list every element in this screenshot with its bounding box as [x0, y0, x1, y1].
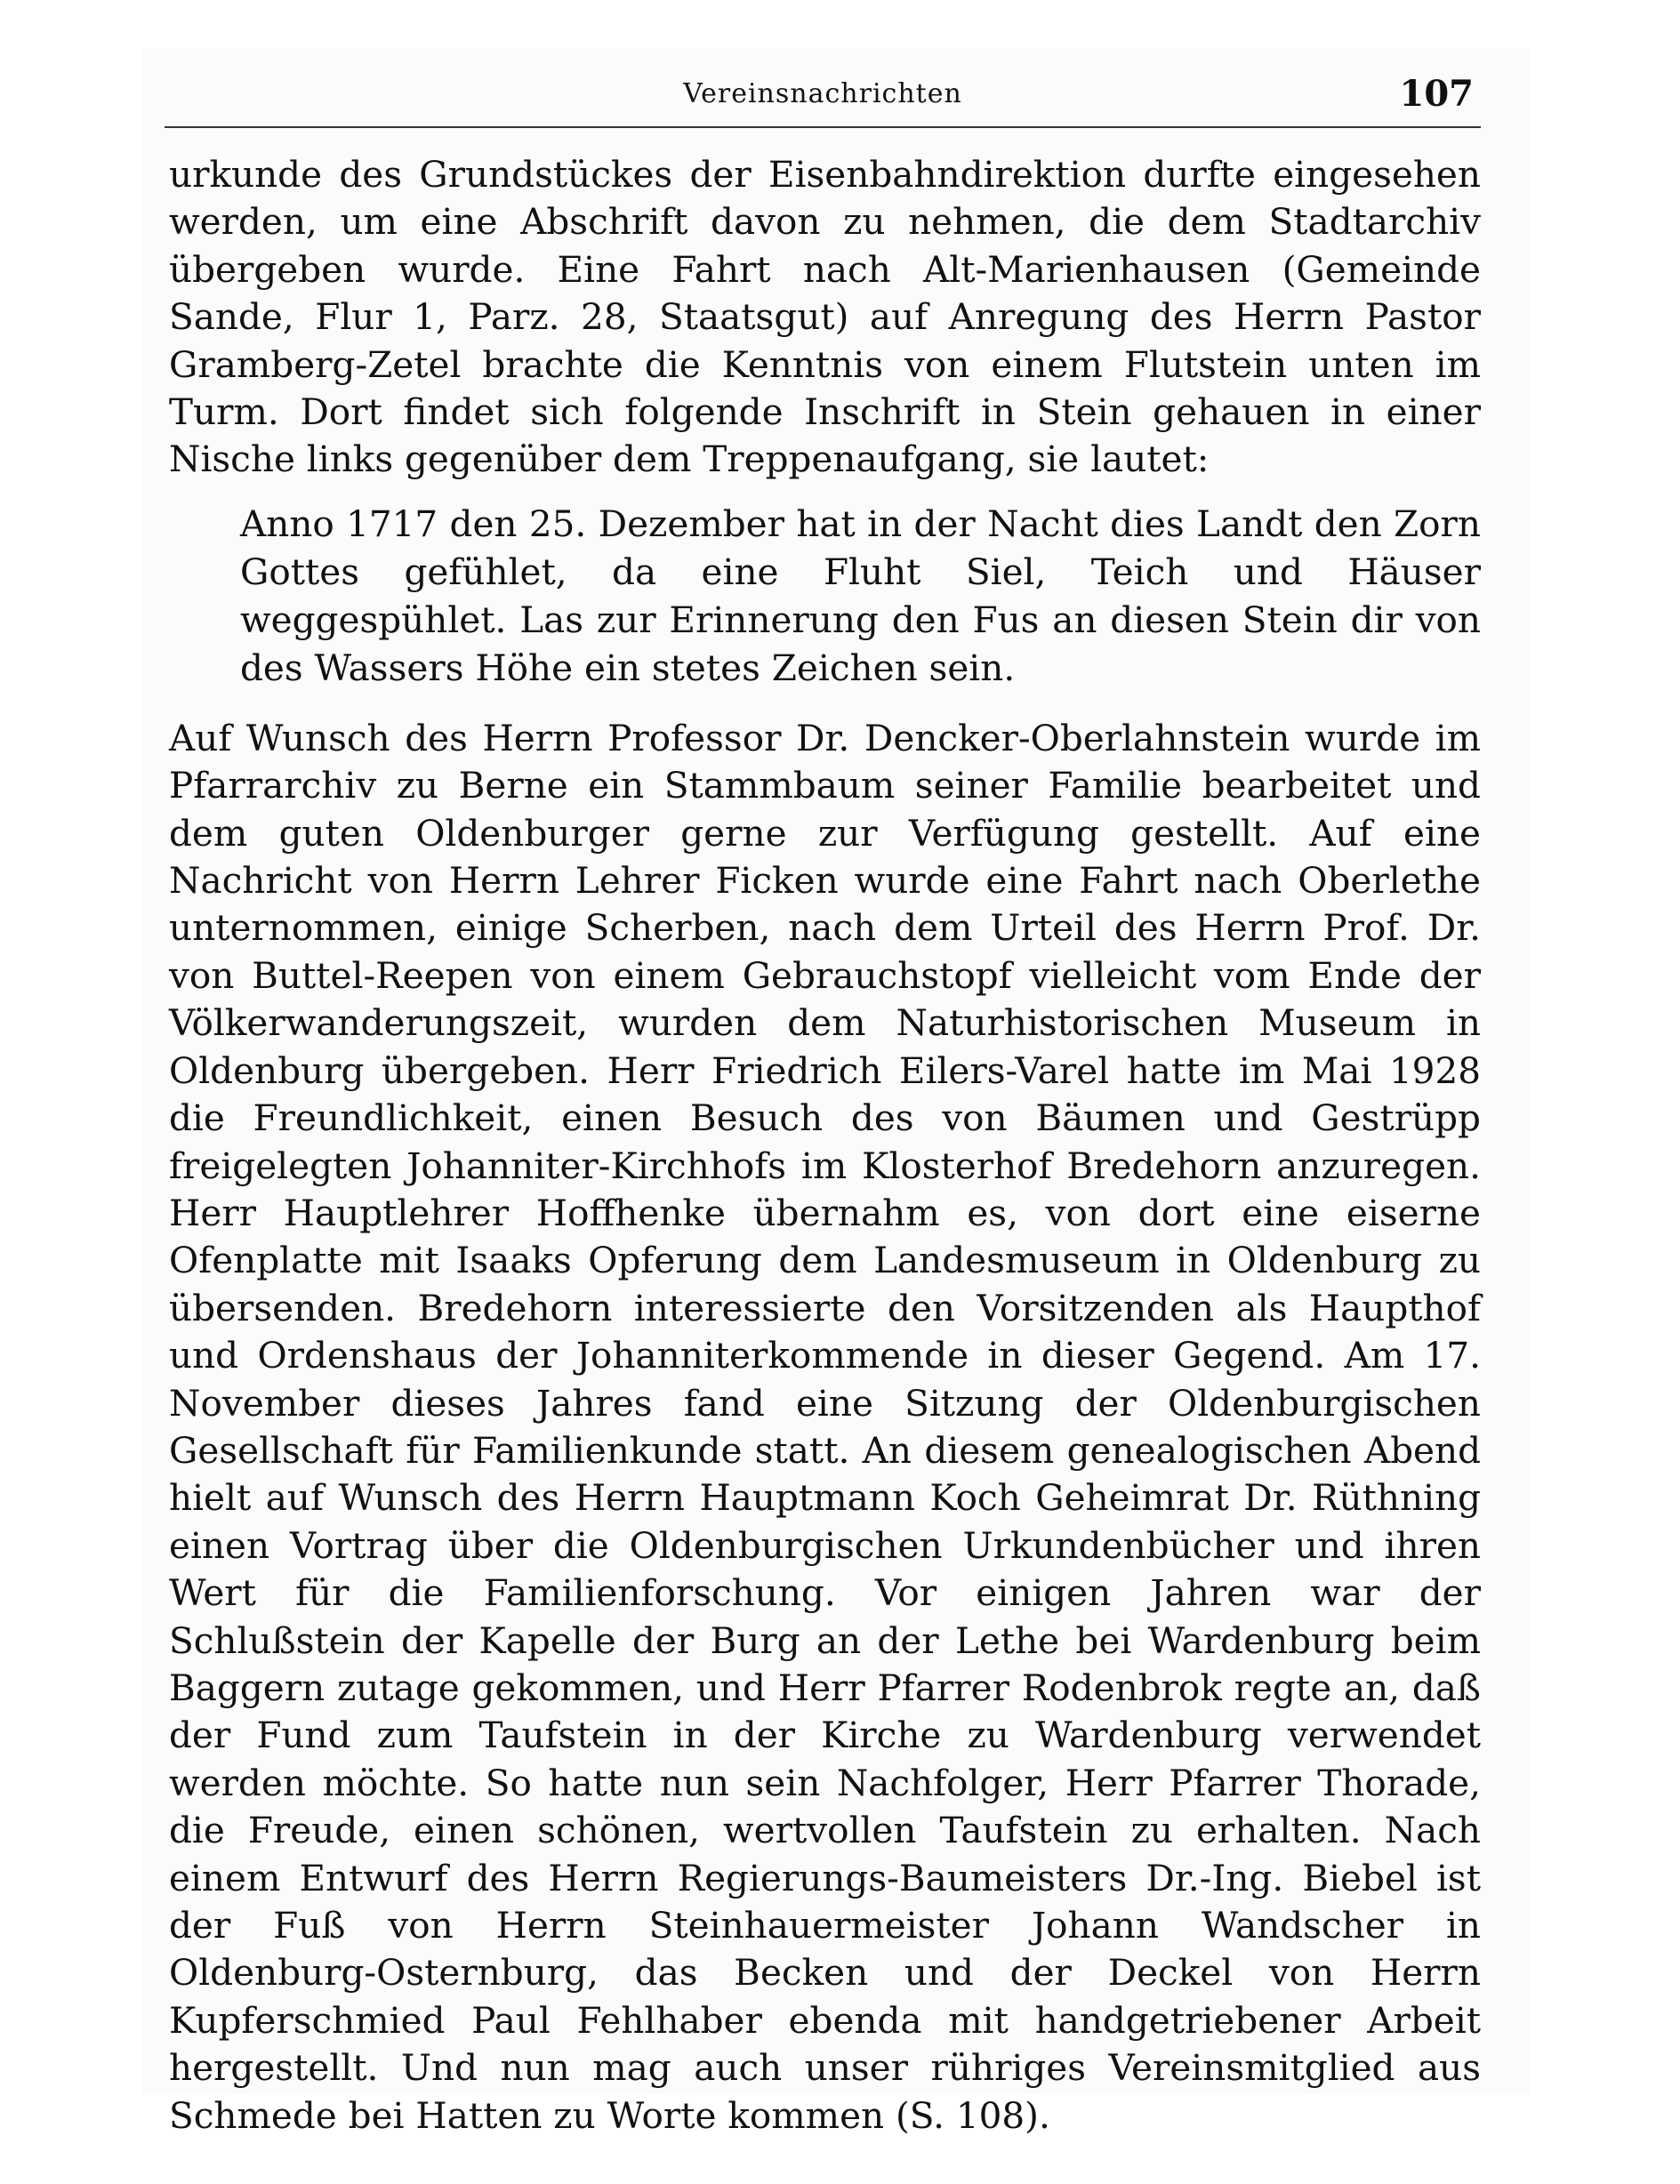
paragraph-vereinsnachrichten: Auf Wunsch des Herrn Professor Dr. Dencker-Oberlahnstein wurde im Pfarrarchiv zu Berne ein Stammbaum seiner Familie bearbeitet und dem guten Oldenburger gerne zur Verfügung gestellt. Auf eine Nachricht von Herrn Lehrer Ficken wurde eine Fahrt nach Oberlethe unternommen, einige Scherben, nach dem Urteil des Herrn Prof. Dr. von Buttel-Reepen von einem Gebrauchstopf vielleicht vom Ende der Völkerwanderungszeit, wurden dem Naturhistorischen Museum in Oldenburg übergeben. Herr Friedrich Eilers-Varel hatte im Mai 1928 die Freundlichkeit, einen Besuch des von Bäumen und Gestrüpp freigelegten Johanniter-Kirchhofs im Klosterhof Bredehorn anzuregen. Herr Hauptlehrer Hoffhenke übernahm es, von dort eine eiserne Ofenplatte mit Isaaks Opferung dem Landesmuseum in Oldenburg zu übersenden. Bredehorn interessierte den Vorsitzenden als Haupthof und Ordenshaus der Johanniterkommende in dieser Gegend. Am 17. November dieses Jahres fand eine Sitzung der Oldenburgischen Gesellschaft für Familienkunde statt. An diesem genealogischen Abend hielt auf Wunsch des Herrn Hauptmann Koch Geheimrat Dr. Rüthning einen Vortrag über die Oldenburgischen Urkundenbücher und ihren Wert für die Familienforschung. Vor einigen Jahren war der Schlußstein der Kapelle der Burg an der Lethe bei Wardenburg beim Baggern zutage gekommen, und Herr Pfarrer Rodenbrok regte an, daß der Fund zum Taufstein in der Kirche zu Wardenburg verwendet werden möchte. So hatte nun sein Nachfolger, Herr Pfarrer Thorade, die Freude, einen schönen, wertvollen Taufstein zu erhalten. Nach einem Entwurf des Herrn Regierungs-Baumeisters Dr.-Ing. Biebel ist der Fuß von Herrn Steinhauermeister Johann Wandscher in Oldenburg-Osternburg, das Becken und der Deckel von Herrn Kupferschmied Paul Fehlhaber ebenda mit handgetriebener Arbeit hergestellt. Und nun mag auch unser rühriges Vereinsmitglied aus Schmede bei Hatten zu Worte kommen (S. 108). [169, 716, 1481, 2137]
paragraph-flutstein: urkunde des Grundstückes der Eisenbahndirektion durfte eingesehen werden, um eine Abschrift davon zu nehmen, die dem Stadtarchiv übergeben wurde. Eine Fahrt nach Alt-Marienhausen (Gemeinde Sande, Flur 1, Parz. 28, Staatsgut) auf Anregung des Herrn Pastor Gramberg-Zetel brachte die Kenntnis von einem Flutstein unten im Turm. Dort findet sich folgende Inschrift in Stein gehauen in einer Nische links gegenüber dem Treppenaufgang, sie lautet: [169, 153, 1481, 481]
running-title: Vereinsnachrichten [683, 78, 962, 109]
body-text [169, 151, 1481, 2140]
page-header [165, 71, 1481, 128]
inscription-quote: Anno 1717 den 25. Dezember hat in der Nacht dies Landt den Zorn Gottes gefühlet, da eine Fluht Siel, Teich und Häuser weggespühlet. Las zur Erinnerung den Fus an diesen Stein dir von des Wassers Höhe ein stetes Zeichen sein. [240, 502, 1481, 689]
page-number: 107 [1399, 73, 1474, 115]
